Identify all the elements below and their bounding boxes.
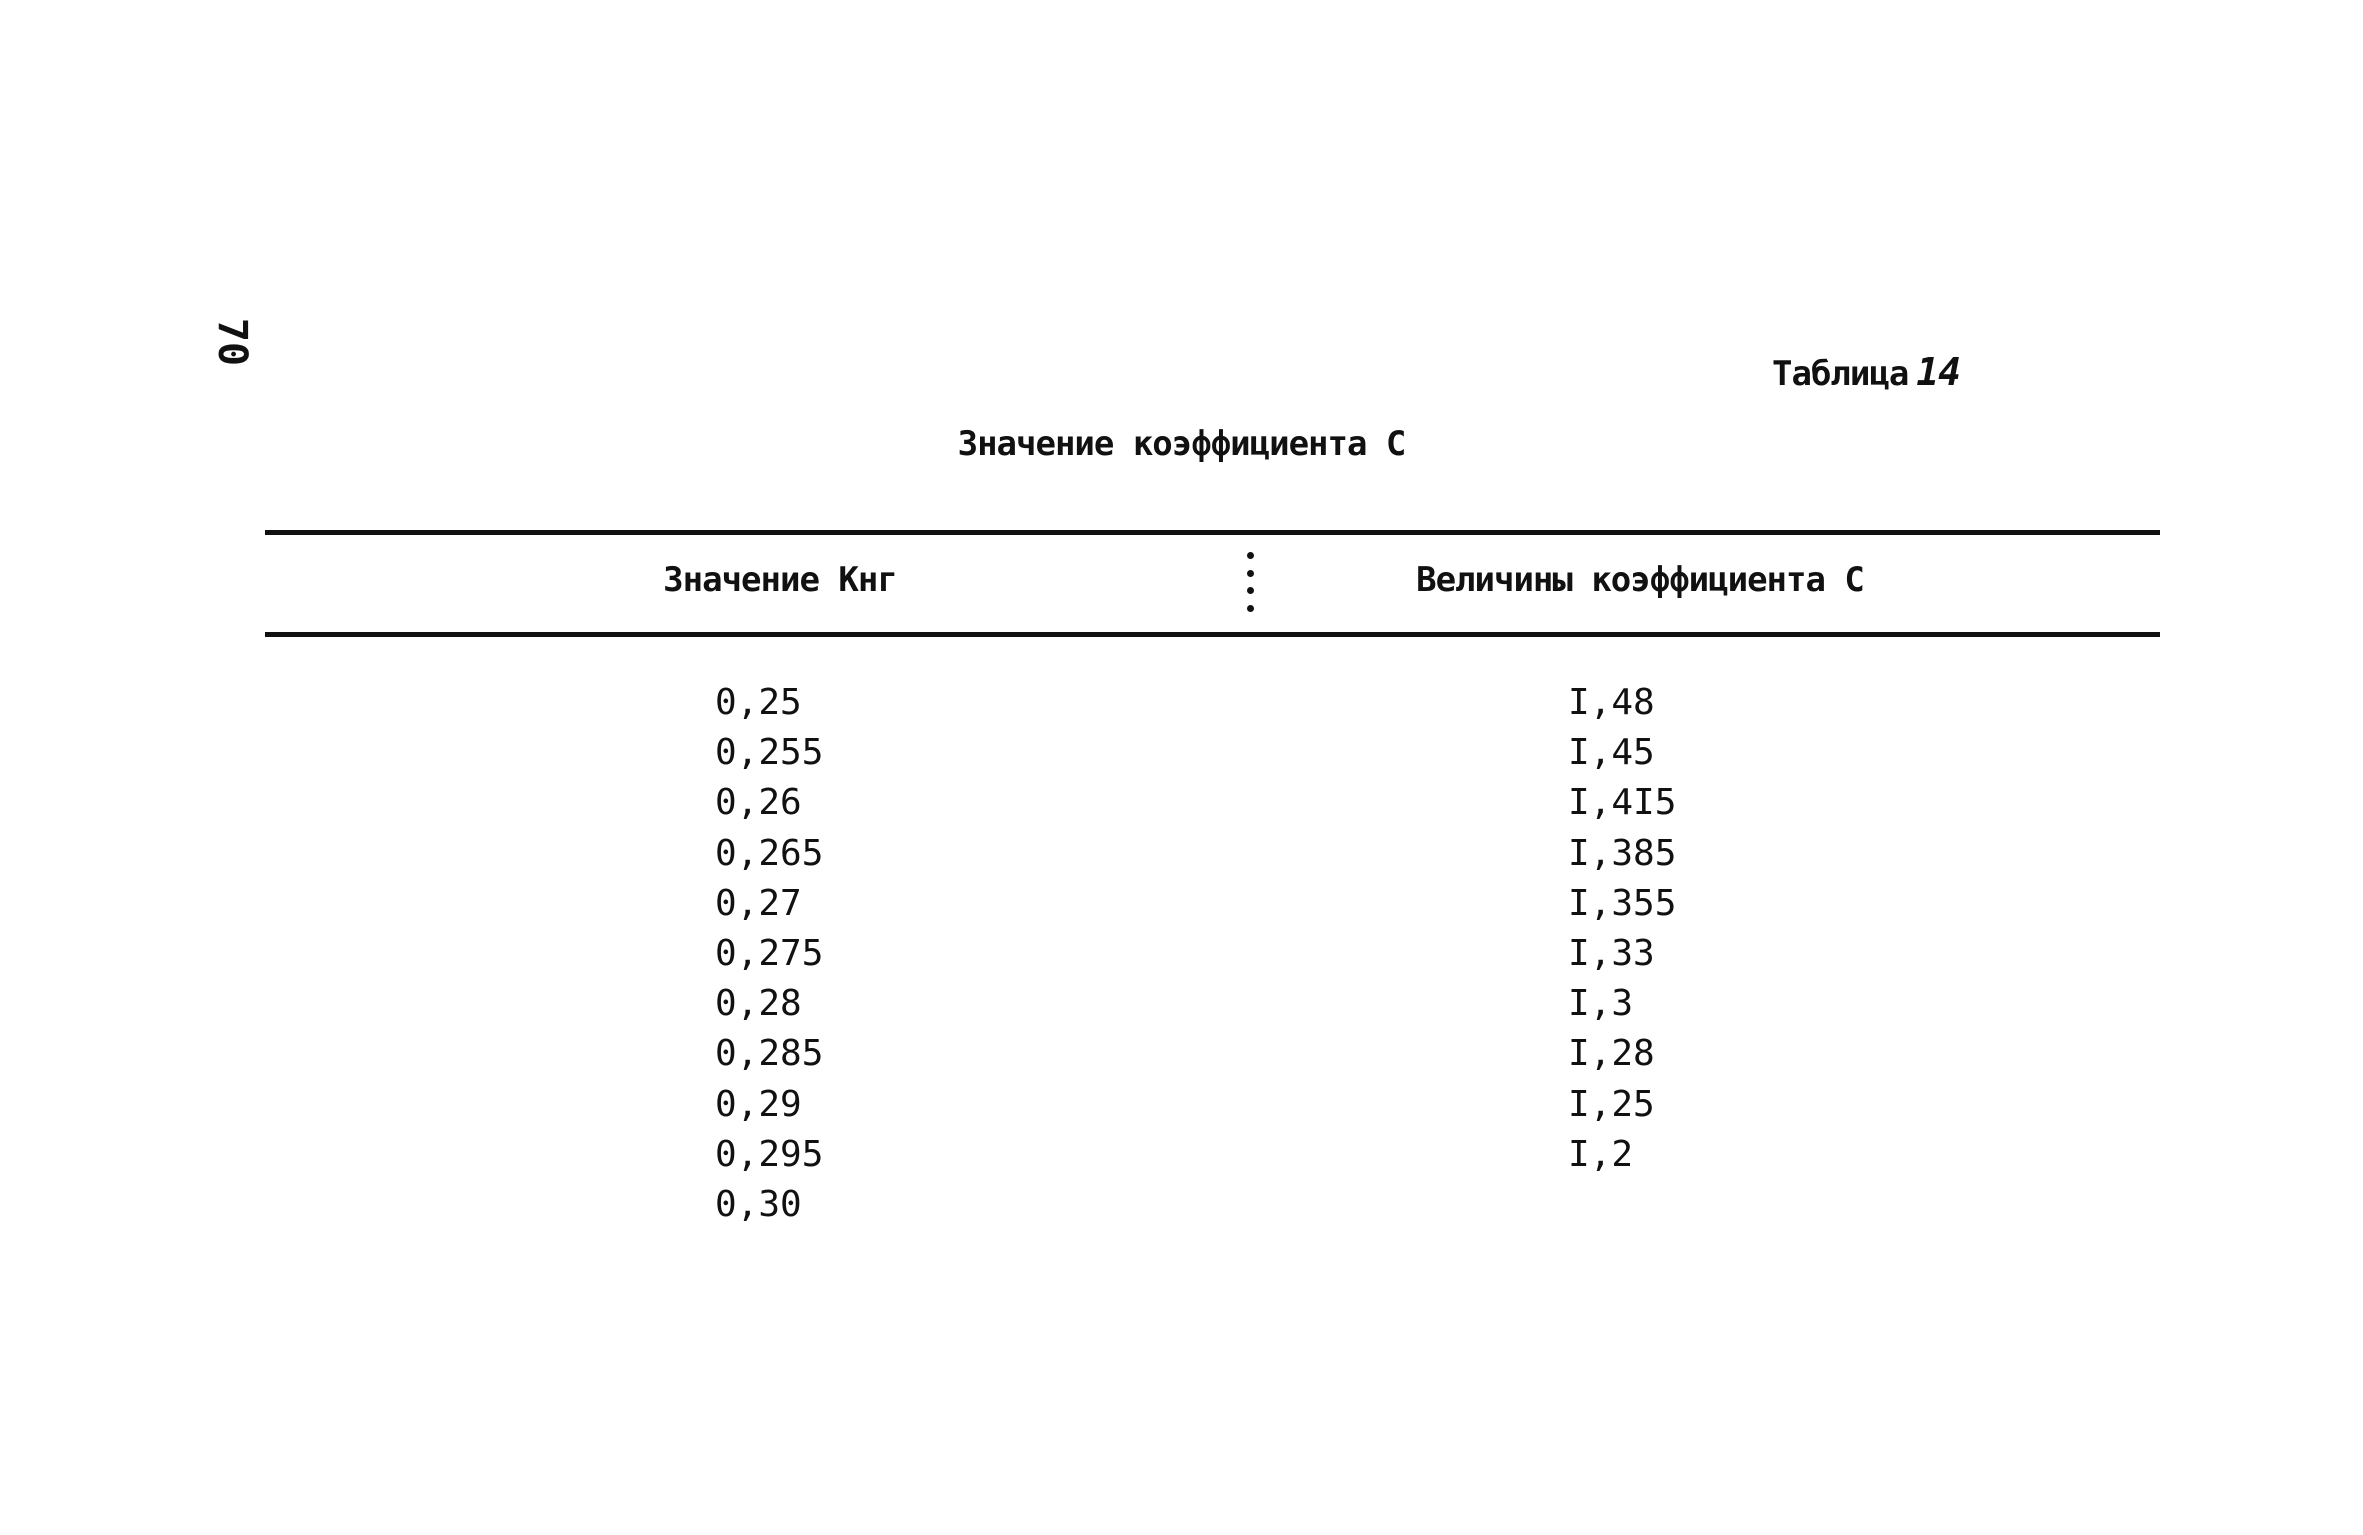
- table-title: Значение коэффициента С: [957, 424, 1406, 464]
- table-cell-c: I,25: [1568, 1083, 1655, 1125]
- table-cell-kng: 0,25: [715, 682, 802, 723]
- table-header-rule: [265, 632, 2160, 637]
- page-number: 70: [209, 317, 255, 367]
- table-label: [1772, 350, 1960, 394]
- table-cell-c: I,45: [1568, 732, 1655, 774]
- column-separator: [1247, 552, 1253, 612]
- table-cell-kng: 0,26: [715, 782, 802, 824]
- column-header-c: Величины коэффициента С: [1416, 560, 1864, 600]
- table-cell-kng: 0,29: [715, 1083, 802, 1125]
- column-header-kng: Значение Кнг: [663, 560, 897, 600]
- table-label-text: Таблица: [1772, 354, 1909, 394]
- table-cell-c: I,3: [1568, 983, 1634, 1025]
- table-cell-c: I,48: [1568, 682, 1655, 723]
- table-cell-c: I,33: [1568, 932, 1655, 974]
- table-cell-c: I,28: [1568, 1033, 1655, 1075]
- table-cell-kng: 0,285: [715, 1033, 824, 1075]
- table-top-rule: [265, 530, 2160, 535]
- table-cell-kng: 0,28: [715, 983, 802, 1025]
- table-cell-c: I,2: [1568, 1133, 1634, 1175]
- table-cell-kng: 0,255: [715, 732, 824, 774]
- table-cell-c: I,4I5: [1568, 782, 1677, 824]
- table-cell-c: I,355: [1568, 882, 1677, 924]
- kng-values-column: [715, 678, 823, 1230]
- table-cell-kng: 0,275: [715, 932, 824, 974]
- c-values-column: [1568, 678, 1676, 1180]
- table-cell-kng: 0,295: [715, 1133, 824, 1175]
- table-cell-c: I,385: [1568, 832, 1677, 874]
- table-cell-kng: 0,27: [715, 882, 802, 924]
- table-label-number: 14: [1916, 350, 1961, 394]
- table-cell-kng: 0,265: [715, 832, 824, 874]
- table-cell-kng: 0,30: [715, 1183, 802, 1225]
